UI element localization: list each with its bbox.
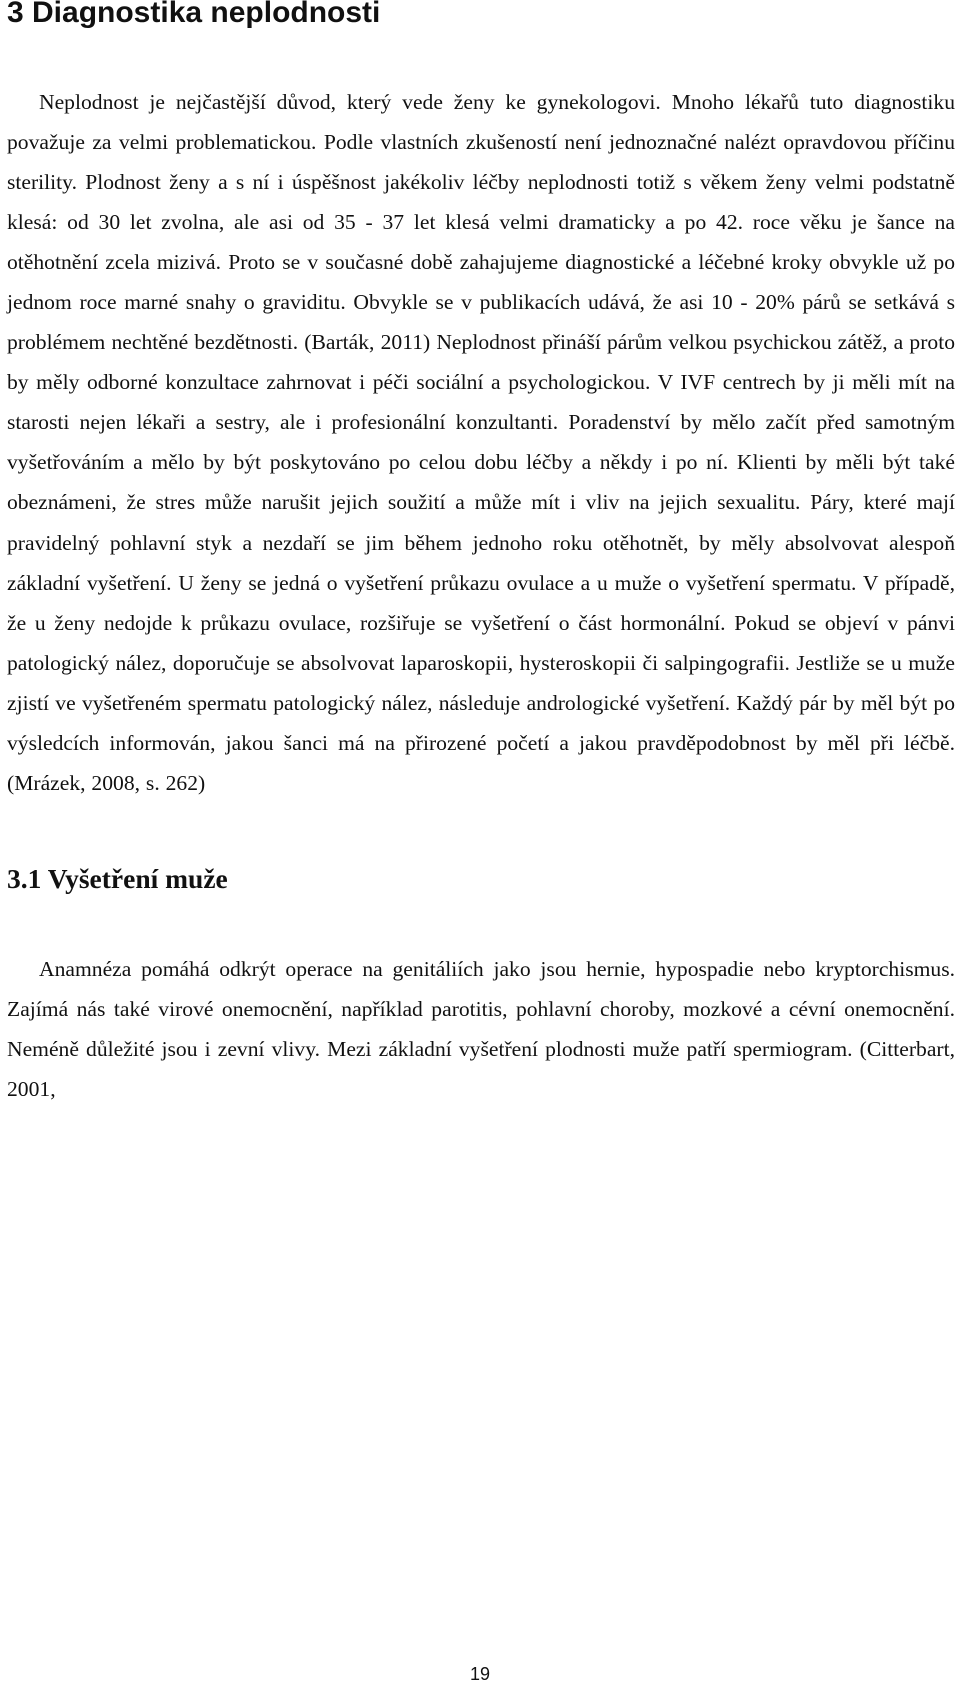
page-number: 19 — [469, 1664, 491, 1684]
section-paragraph: Anamnéza pomáhá odkrýt operace na genitáliích jako jsou hernie, hypospadie nebo kryptorchismus. Zajímá nás také virové onemocnění, například parotitis, pohlavní choroby, mozkové a cévní onemocnění. Neméně důležité jsou i zevní vlivy. Mezi základní vyšetření plodnosti muže patří spermiogram. (Citterbart, 2001, — [7, 956, 955, 1101]
body-paragraph: Neplodnost je nejčastější důvod, který vede ženy ke gynekologovi. Mnoho lékařů tuto diagnostiku považuje za velmi problematickou. Podle vlastních zkušeností není jednoznačné nalézt opravdovou příčinu sterility. Plodnost ženy a s ní i úspěšnost jakékoliv léčby neplodnosti totiž s věkem ženy velmi podstatně klesá: od 30 let zvolna, ale asi od 35 - 37 let klesá velmi dramaticky a po 42. roce věku je šance na otěhotnění zcela mizivá. Proto se v současné době zahajujeme diagnostické a léčebné kroky obvykle už po jednom roce marné snahy o graviditu. Obvykle se v publikacích udává, že asi 10 - 20% párů se setkává s problémem nechtěné bezdětnosti. (Barták, 2011) Neplodnost přináší párům velkou psychickou zátěž, a proto by měly odborné konzultace zahrnovat i péči sociální a psychologickou. V IVF centrech by ji měli mít na starosti nejen lékaři a sestry, ale i profesionální konzultanti. Poradenství by mělo začít před samotným vyšetřováním a mělo by být poskytováno po celou dobu léčby a někdy i po ní. Klienti by měli být také obeznámeni, že stres může narušit jejich soužití a může mít i vliv na jejich sexualitu. Páry, které mají pravidelný pohlavní styk a nezdaří se jim během jednoho roku otěhotnět, by měly absolvovat alespoň základní vyšetření. U ženy se jedná o vyšetření průkazu ovulace a u muže o vyšetření spermatu. V případě, že u ženy nedojde k průkazu ovulace, rozšiřuje se vyšetření o část hormonální. Pokud se objeví v pánvi patologický nález, doporučuje se absolvovat laparoskopii, hysteroskopii či salpingografii. Jestliže se u muže zjistí ve vyšetřeném spermatu patologický nález, následuje andrologické vyšetření. Každý pár by měl být po výsledcích informován, jakou šanci má na přirozené početí a jakou pravděpodobnost by měl při léčbě. (Mrázek, 2008, s. 262) — [7, 90, 955, 795]
section-heading: 3.1 Vyšetření muže — [7, 862, 228, 894]
chapter-heading: 3 Diagnostika neplodnosti — [7, 0, 381, 29]
page-content — [7, 0, 955, 1109]
